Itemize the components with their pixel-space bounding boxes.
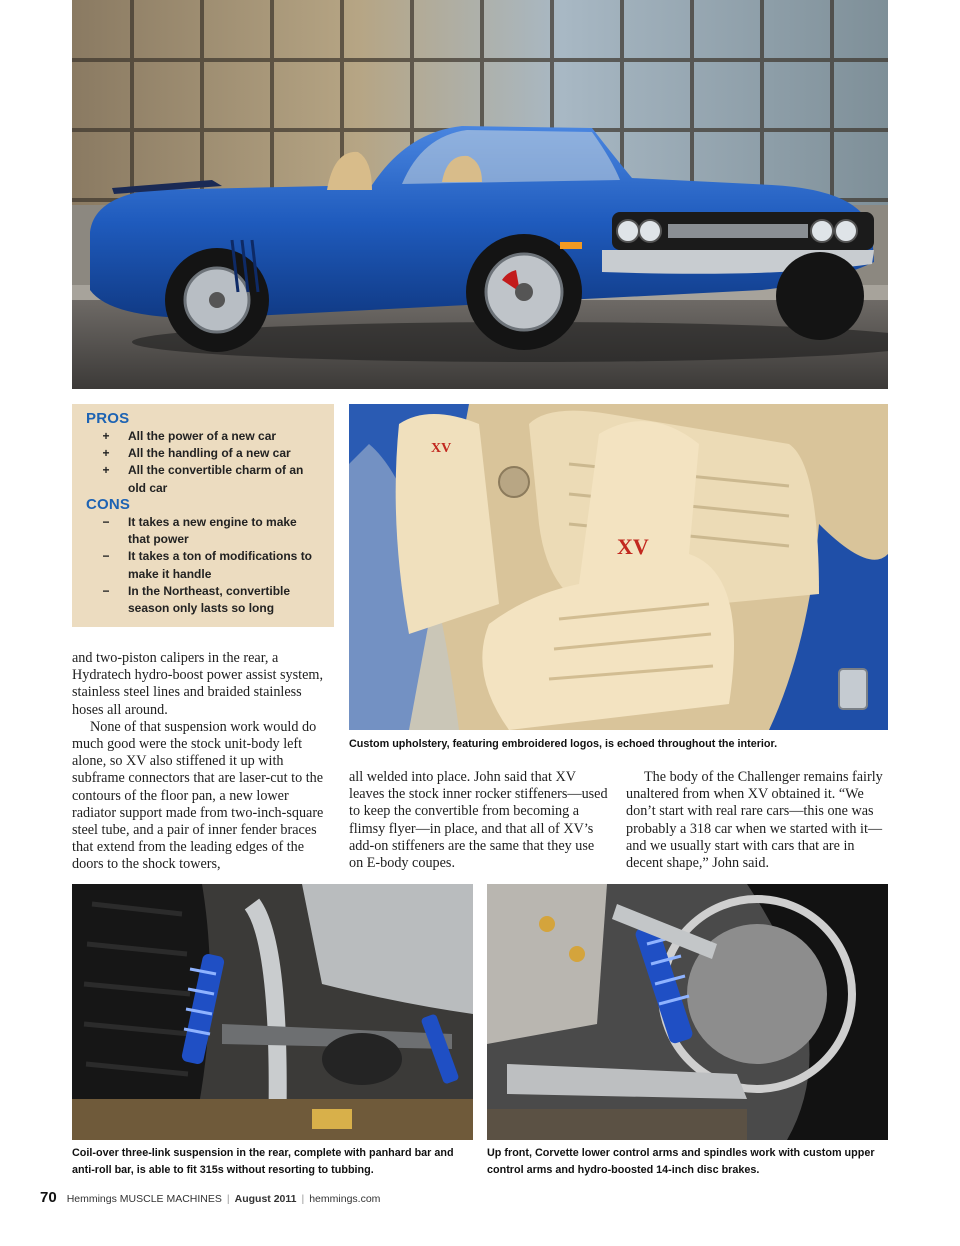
issue-date: August 2011 bbox=[234, 1193, 297, 1205]
pros-cons-box bbox=[72, 404, 334, 627]
pros-item: + All the handling of a new car bbox=[72, 445, 318, 462]
interior-photo bbox=[349, 404, 888, 730]
paragraph: The body of the Challenger remains fairly unaltered from when XV obtained it. “We don’t start with real rare cars—this one was probably a 318 car when we started with it—and we usually start with cars that are in decent shape,” John said. bbox=[626, 769, 883, 872]
text-column-3 bbox=[626, 769, 888, 872]
text-column-2 bbox=[349, 769, 611, 872]
minus-icon: − bbox=[102, 549, 110, 564]
cons-item: − In the Northeast, convertible season only lasts so long bbox=[72, 583, 318, 617]
front-caption: Up front, Corvette lower control arms and spindles work with custom upper control arms and hydro-boosted 14-inch disc brakes. bbox=[487, 1147, 875, 1176]
paragraph: all welded into place. John said that XV leaves the stock inner rocker stiffeners—used to keep the convertible from becoming a flimsy flyer—in place, and that all of XV’s add-on stiffeners are the same that they use on E-body coupes. bbox=[349, 769, 608, 872]
cons-title: CONS bbox=[86, 496, 131, 513]
cons-item: − It takes a ton of modifications to make it handle bbox=[72, 548, 318, 582]
pros-item: + All the convertible charm of an old car bbox=[72, 462, 318, 496]
rear-caption: Coil-over three-link suspension in the rear, complete with panhard bar and anti-roll bar, is able to fit 315s without resorting to tubbing. bbox=[72, 1147, 454, 1176]
cons-item: − It takes a new engine to make that power bbox=[72, 514, 318, 548]
plus-icon: + bbox=[102, 463, 110, 478]
pros-item: + All the power of a new car bbox=[72, 428, 318, 445]
seat-logo-large: XV bbox=[617, 534, 649, 559]
plus-icon: + bbox=[102, 446, 110, 461]
page-footer: 70 Hemmings MUSCLE MACHINES | August 2011 | hemmings.com bbox=[40, 1189, 381, 1206]
rear-suspension-photo bbox=[72, 884, 473, 1140]
website-link[interactable]: hemmings.com bbox=[309, 1193, 381, 1205]
cons-list bbox=[72, 514, 318, 617]
pros-title: PROS bbox=[86, 410, 130, 427]
minus-icon: − bbox=[102, 515, 110, 529]
pros-list bbox=[72, 428, 318, 497]
seat-logo-small: XV bbox=[431, 441, 452, 456]
interior-caption: Custom upholstery, featuring embroidered logos, is echoed throughout the interior. bbox=[349, 738, 778, 750]
paragraph: and two-piston calipers in the rear, a Hydratech hydro-boost power assist system, stainless steel lines and braided stainless hoses all around. bbox=[72, 650, 323, 718]
paragraph: None of that suspension work would do much good were the stock unit-body left alone, so XV also stiffened it up with subframe connectors that are laser-cut to the contours of the floor pan, a new lower radiator support made from two-inch-square steel tube, and a pair of inner fender braces that extend from the leading edges of the doors to the shock towers, bbox=[72, 718, 324, 873]
front-suspension-photo bbox=[487, 884, 888, 1140]
minus-icon: − bbox=[102, 583, 110, 598]
text-column-1 bbox=[72, 650, 334, 874]
hero-car-photo bbox=[72, 0, 888, 389]
page-number: 70 bbox=[40, 1189, 57, 1206]
plus-icon: + bbox=[102, 429, 110, 443]
publication-name: Hemmings MUSCLE MACHINES bbox=[66, 1193, 222, 1205]
